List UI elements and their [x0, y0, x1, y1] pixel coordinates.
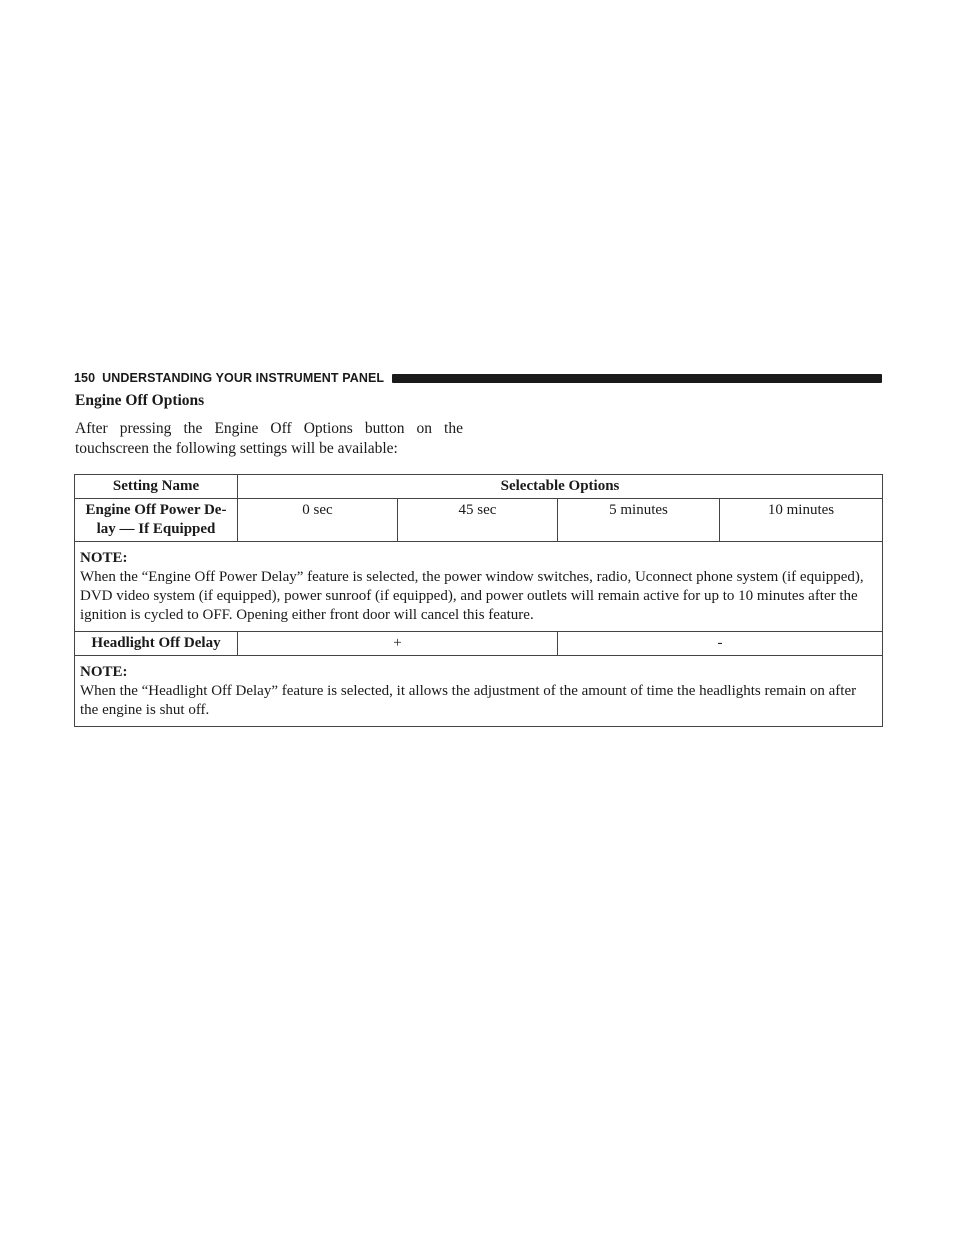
option-cell: 45 sec	[398, 499, 558, 542]
header-rule	[392, 374, 882, 383]
settings-table	[74, 474, 883, 727]
page-number: 150	[74, 371, 96, 385]
page-header	[74, 370, 882, 386]
intro-paragraph: After pressing the Engine Off Options button on the touchscreen the following settings will be available:	[75, 420, 463, 457]
col-header-setting-name: Setting Name	[75, 475, 238, 499]
note-text: When the “Engine Off Power Delay” feature is selected, the power window switches, radio, Uconnect phone system (if equipped), DVD video system (if equipped), power sunroof (if equipped), and power outlets will remain active for up to 10 minutes after the ignition is cycled to OFF. Opening either front door will cancel this feature.	[80, 569, 864, 623]
note-text: When the “Headlight Off Delay” feature is selected, it allows the adjustment of the amount of time the headlights remain on after the engine is shut off.	[80, 683, 857, 718]
section-title: UNDERSTANDING YOUR INSTRUMENT PANEL	[102, 371, 385, 385]
setting-name-line: Engine Off Power De-	[85, 502, 227, 518]
table-row	[75, 632, 883, 656]
option-cell: 10 minutes	[720, 499, 883, 542]
setting-name-line: lay — If Equipped	[96, 521, 216, 537]
table-row	[75, 499, 883, 542]
table-header-row	[75, 475, 883, 499]
note-cell	[75, 542, 883, 632]
option-cell: 0 sec	[238, 499, 398, 542]
note-row	[75, 656, 883, 727]
col-header-selectable-options: Selectable Options	[238, 475, 883, 499]
note-row	[75, 542, 883, 632]
note-label: NOTE:	[80, 664, 128, 680]
option-cell: 5 minutes	[558, 499, 720, 542]
setting-name-headlight-off-delay: Headlight Off Delay	[75, 632, 238, 656]
page-heading: Engine Off Options	[75, 392, 205, 409]
note-cell	[75, 656, 883, 727]
setting-name-engine-off-power-delay	[75, 499, 238, 542]
note-label: NOTE:	[80, 550, 128, 566]
option-cell: -	[558, 632, 883, 656]
option-cell: +	[238, 632, 558, 656]
